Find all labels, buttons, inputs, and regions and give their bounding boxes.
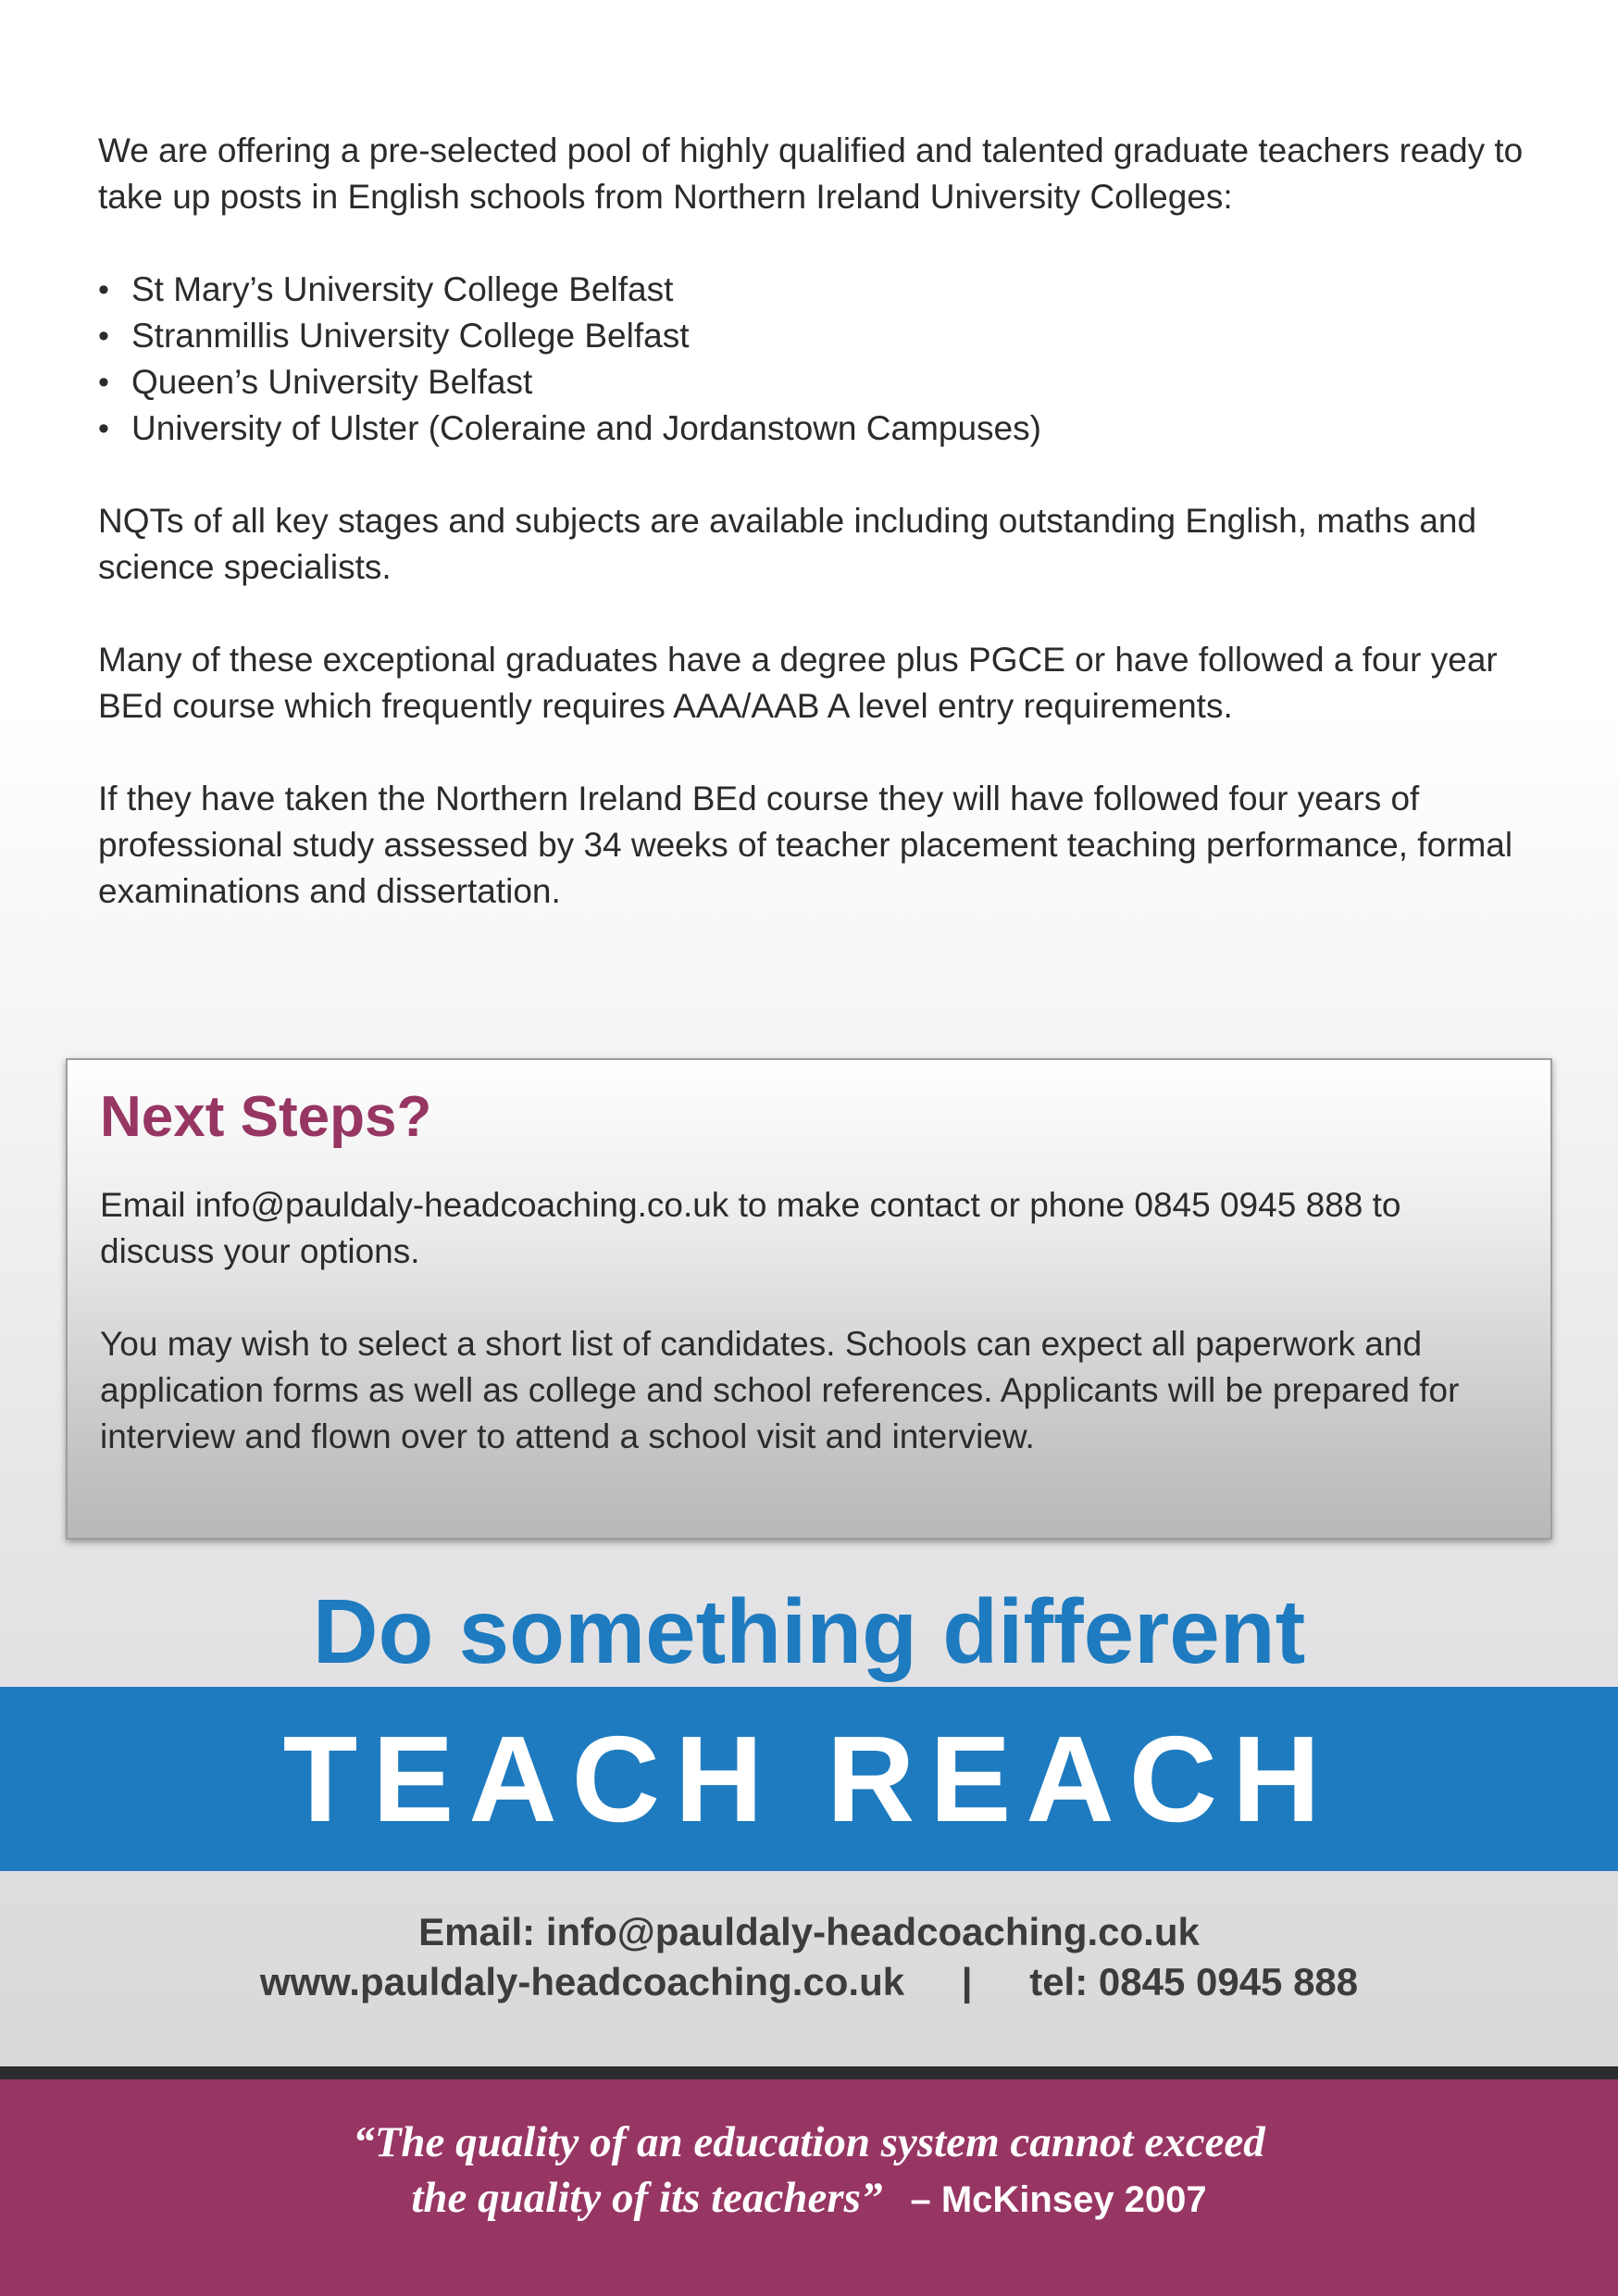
college-list — [98, 267, 1542, 452]
list-item: • Queen’s University Belfast — [98, 359, 1542, 406]
graduates-paragraph: Many of these exceptional graduates have a degree plus PGCE or have followed a four year BEd course which frequently requires AAA/AAB A level entry requirements. — [98, 641, 1498, 725]
intro-section — [98, 128, 1542, 961]
quote-author: – McKinsey 2007 — [910, 2179, 1207, 2220]
contact-email[interactable]: Email: info@pauldaly-headcoaching.co.uk — [418, 1910, 1200, 1953]
list-item: • Stranmillis University College Belfast — [98, 313, 1542, 359]
quote-footer — [0, 2079, 1618, 2296]
contact-instructions: Email info@pauldaly-headcoaching.co.uk to make contact or phone 0845 0945 888 to discuss your options. — [100, 1186, 1401, 1270]
contact-web-phone-line — [0, 1957, 1618, 2007]
quote-line-1: “The quality of an education system cannot exceed — [353, 2118, 1265, 2166]
divider-bar — [0, 2066, 1618, 2079]
shortlist-paragraph: You may wish to select a short list of candidates. Schools can expect all paperwork and application forms as well as college and school references. Applicants will be prepared for interview and flown over to attend a school visit and interview. — [100, 1325, 1460, 1455]
intro-paragraph: We are offering a pre-selected pool of highly qualified and talented graduate teachers ready to take up posts in English schools from Northern Ireland University Colleges: — [98, 131, 1524, 216]
next-steps-title: Next Steps? — [100, 1085, 432, 1149]
next-steps-panel — [66, 1058, 1552, 1540]
nqt-paragraph: NQTs of all key stages and subjects are available including outstanding English, maths and science specialists. — [98, 502, 1477, 586]
list-item: • St Mary’s University College Belfast — [98, 267, 1542, 313]
list-item: • University of Ulster (Coleraine and Jordanstown Campuses) — [98, 406, 1542, 452]
slogan: Do something different — [312, 1580, 1306, 1682]
contact-block — [0, 1907, 1618, 2007]
phone-number[interactable]: tel: 0845 0945 888 — [1029, 1960, 1359, 2003]
brand-banner — [0, 1687, 1618, 1871]
website-link[interactable]: www.pauldaly-headcoaching.co.uk — [259, 1960, 905, 2003]
bed-course-paragraph: If they have taken the Northern Ireland BEd course they will have followed four years of professional study assessed by 34 weeks of teacher placement teaching performance, formal examinations and dissertation. — [98, 780, 1513, 910]
separator: | — [961, 1960, 973, 2003]
brand-name: TEACH REACH — [282, 1710, 1336, 1847]
quote-line-2: the quality of its teachers” — [411, 2174, 883, 2222]
quote-line-2-container — [0, 2170, 1618, 2236]
